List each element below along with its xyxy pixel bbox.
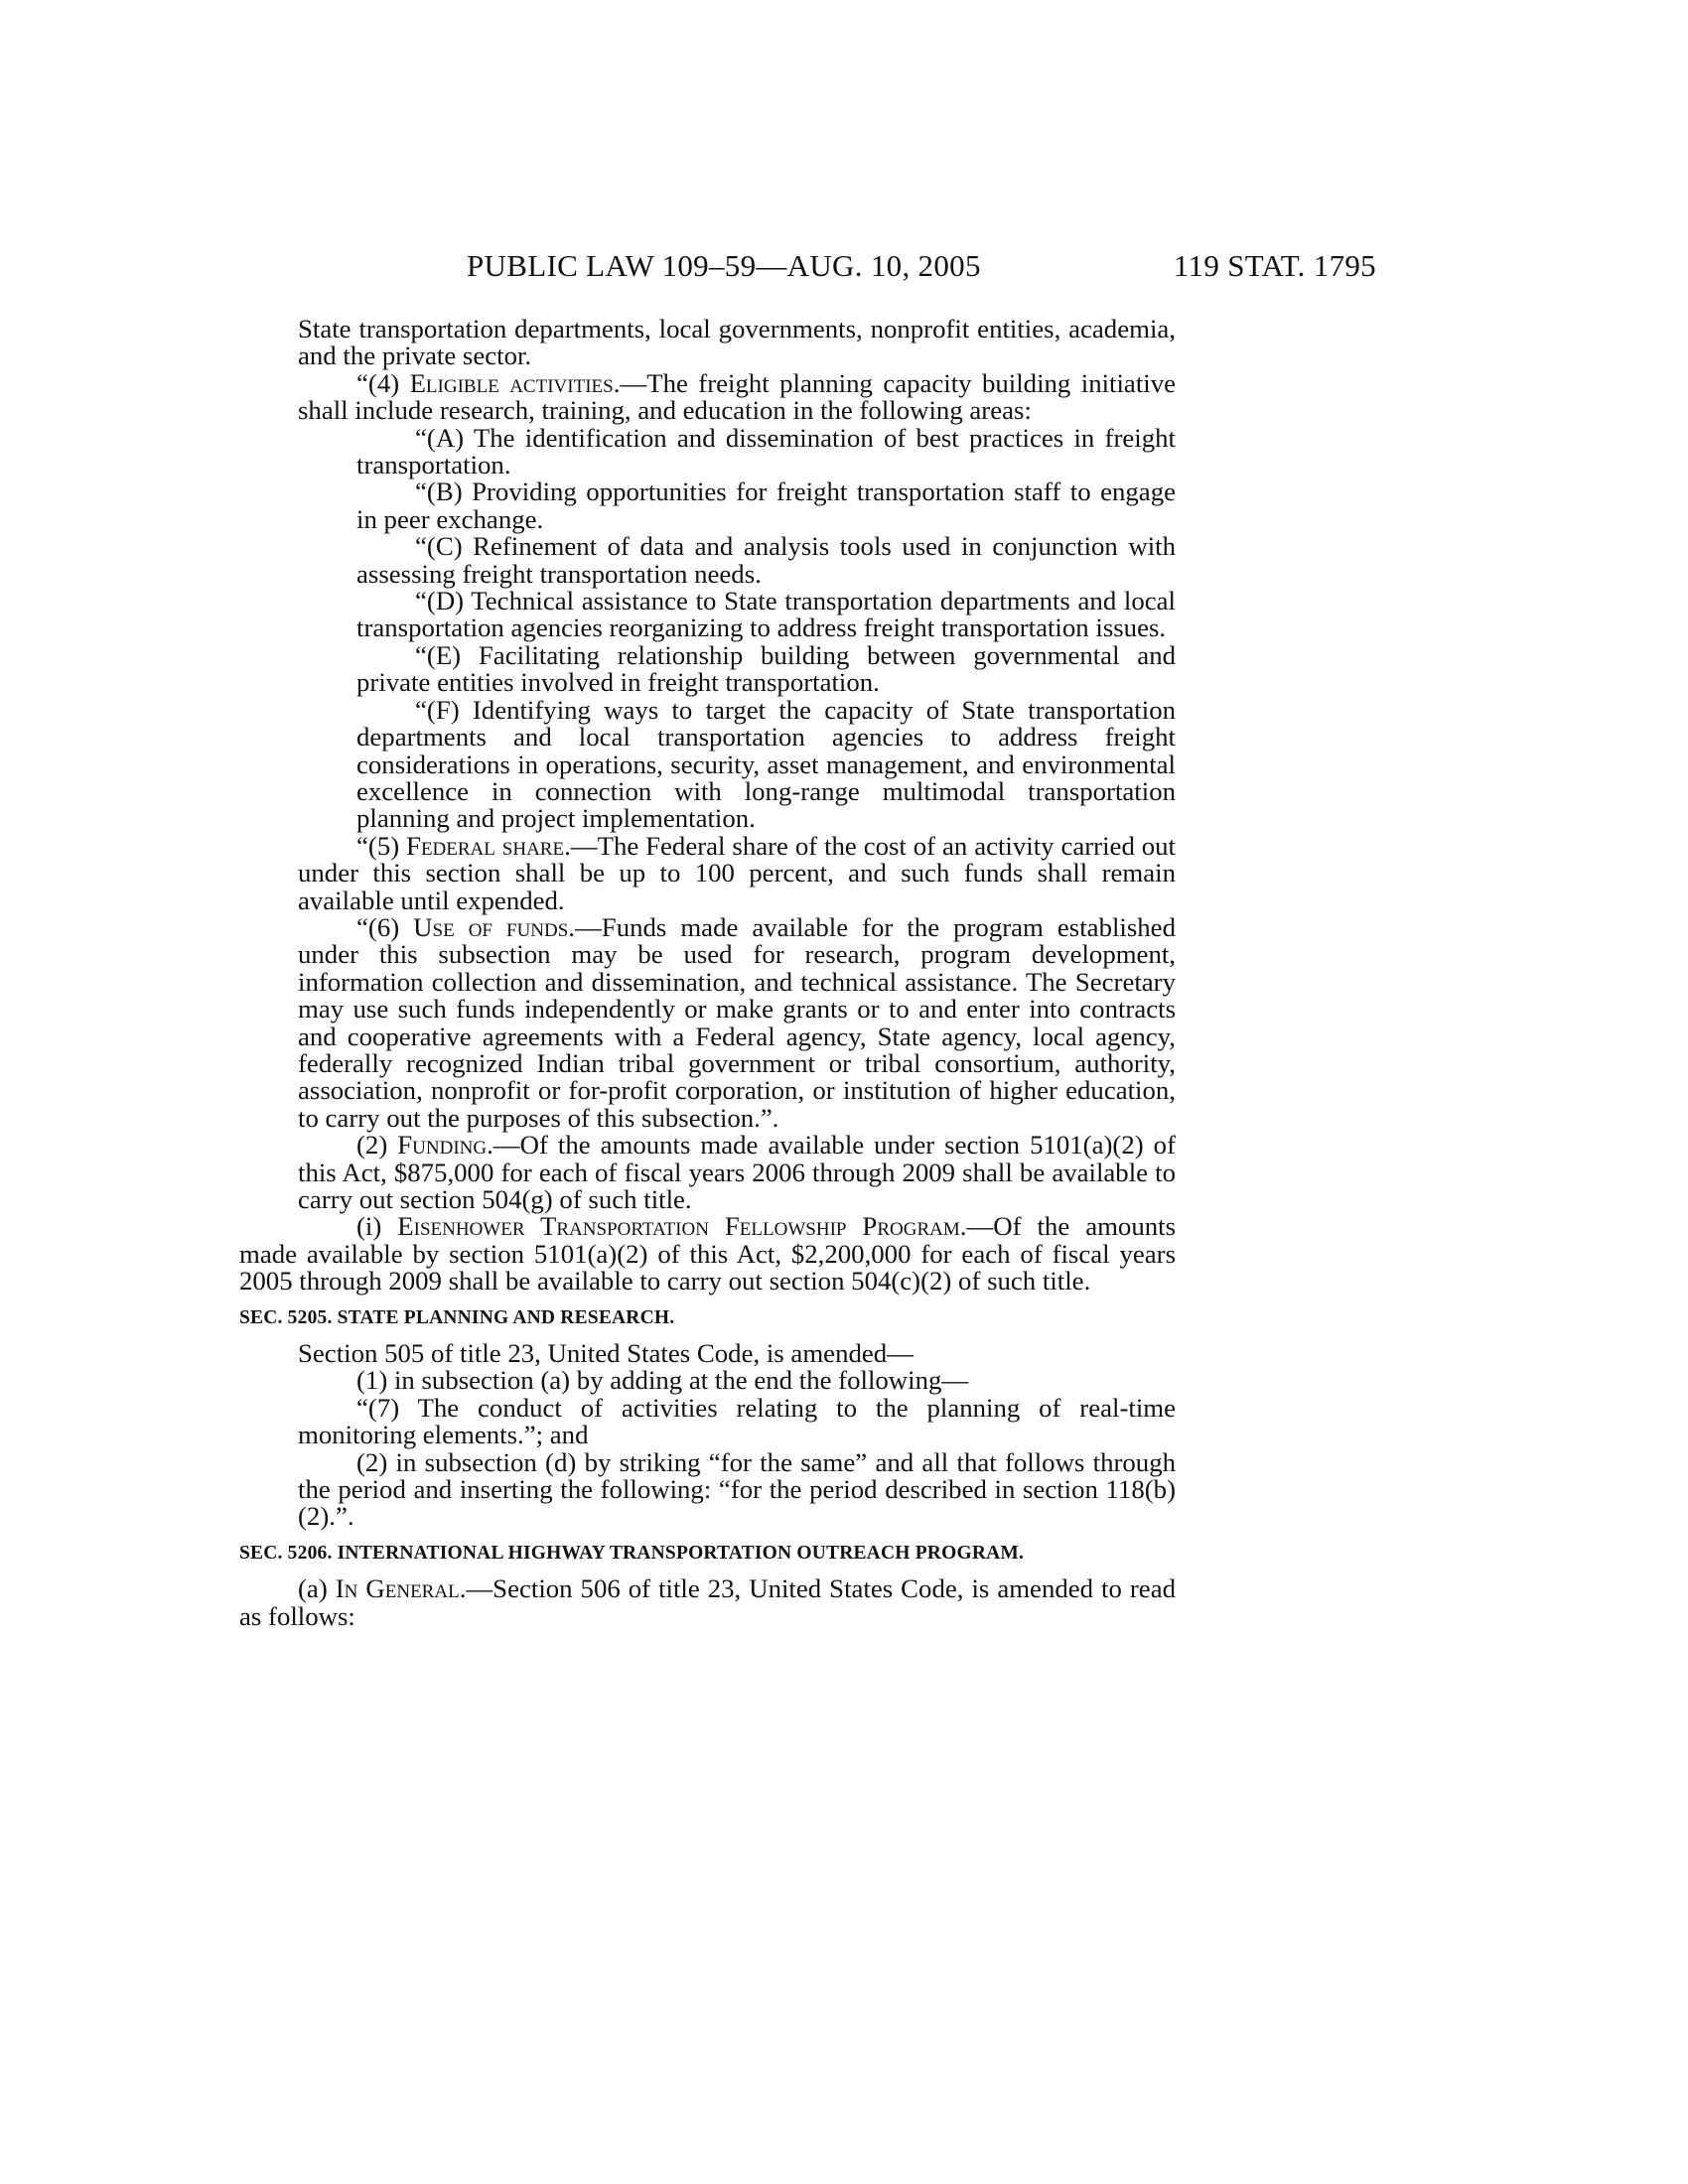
paragraph-item-7: “(7) The conduct of activities relating to the planning of real-time monitoring elements.”; and (298, 1392, 1176, 1450)
paragraph-heading: Use of funds (413, 911, 569, 942)
document-body (239, 314, 1176, 1631)
paragraph-heading: Eisenhower Transportation Fellowship Program (397, 1211, 960, 1242)
paragraph-text: .—Of the amounts made available by section 5101(a)(2) of this Act, $2,200,000 for each of fiscal years 2005 through 2009 shall be available to carry out section 504(c)(2) of such title. (239, 1211, 1176, 1297)
header-title: PUBLIC LAW 109–59—AUG. 10, 2005 (467, 248, 981, 283)
paragraph-number: (a) (298, 1573, 336, 1604)
paragraph-eligible-activities (298, 367, 1176, 426)
paragraph-number: (2) (356, 1130, 398, 1160)
header-stat-citation: 119 STAT. 1795 (1173, 248, 1376, 283)
subparagraph-b: “(B) Providing opportunities for freight transportation staff to engage in peer exchange. (356, 477, 1176, 534)
paragraph-text: .—Of the amounts made available under section 5101(a)(2) of this Act, $875,000 for each of fiscal years 2006 through 2009 shall be available to carry out section 504(g) of such title. (298, 1130, 1176, 1214)
section-heading-5206: SEC. 5206. INTERNATIONAL HIGHWAY TRANSPORTATION OUTREACH PROGRAM. (239, 1542, 1025, 1564)
paragraph-section-505: Section 505 of title 23, United States Code, is amended— (298, 1338, 914, 1369)
paragraph-continuation: State transportation departments, local governments, nonprofit entities, academia, and the private sector. (298, 314, 1176, 371)
paragraph-text: .—Funds made available for the program established under this subsection may be used for research, program development, information collection and dissemination, and technical assistance. The Secretary may use such funds independently or make grants or to and enter into contracts and cooperative agreements with a Federal agency, State agency, local agency, federally recognized Indian tribal government or tribal consortium, authority, association, nonprofit or for-profit corporation, or institution of higher education, to carry out the purposes of this subsection.”. (298, 911, 1176, 1133)
subparagraph-c: “(C) Refinement of data and analysis tools used in conjunction with assessing freight transportation needs. (356, 531, 1176, 589)
paragraph-use-of-funds (298, 911, 1176, 1133)
paragraph-text: .—Section 506 of title 23, United States Code, is amended to read as follows: (239, 1573, 1176, 1631)
paragraph-in-general (239, 1575, 1176, 1630)
paragraph-text: .—The Federal share of the cost of an activity carried out under this section shall be up to 100 percent, and such funds shall remain available until expended. (298, 830, 1176, 915)
section-heading-5205: SEC. 5205. STATE PLANNING AND RESEARCH. (239, 1306, 675, 1328)
paragraph-number: “(5) (356, 830, 407, 861)
paragraph-number: (i) (356, 1211, 398, 1242)
subparagraph-e: “(E) Facilitating relationship building between governmental and private entities involved in freight transportation. (356, 639, 1176, 698)
paragraph-federal-share (298, 830, 1176, 915)
paragraph-number: “(6) (356, 911, 414, 942)
paragraph-heading: Eligible activities (409, 367, 614, 398)
paragraph-heading: Federal share (406, 830, 565, 861)
paragraph-subsection-d: (2) in subsection (d) by striking “for the same” and all that follows through the period and inserting the following: “for the period described in section 118(b)(2).”. (298, 1446, 1176, 1532)
paragraph-funding (298, 1132, 1176, 1213)
paragraph-heading: Funding (397, 1130, 488, 1160)
paragraph-eisenhower-fellowship (239, 1213, 1176, 1295)
subparagraph-d: “(D) Technical assistance to State transportation departments and local transportation agencies reorganizing to address freight transportation issues. (356, 586, 1176, 643)
subparagraph-a: “(A) The identification and dissemination of best practices in freight transportation. (356, 422, 1176, 480)
paragraph-subsection-a: (1) in subsection (a) by adding at the end the following— (356, 1365, 969, 1396)
paragraph-text: .—The freight planning capacity building initiative shall include research, training, and education in the following areas: (298, 367, 1176, 426)
paragraph-number: “(4) (356, 367, 410, 398)
subparagraph-f: “(F) Identifying ways to target the capacity of State transportation departments and local transportation agencies to address freight considerations in operations, security, asset management, and environmental excellence in connection with long-range multimodal transportation planning and project implementation. (356, 694, 1176, 834)
paragraph-heading: In General (335, 1573, 460, 1604)
running-header (298, 246, 1376, 286)
